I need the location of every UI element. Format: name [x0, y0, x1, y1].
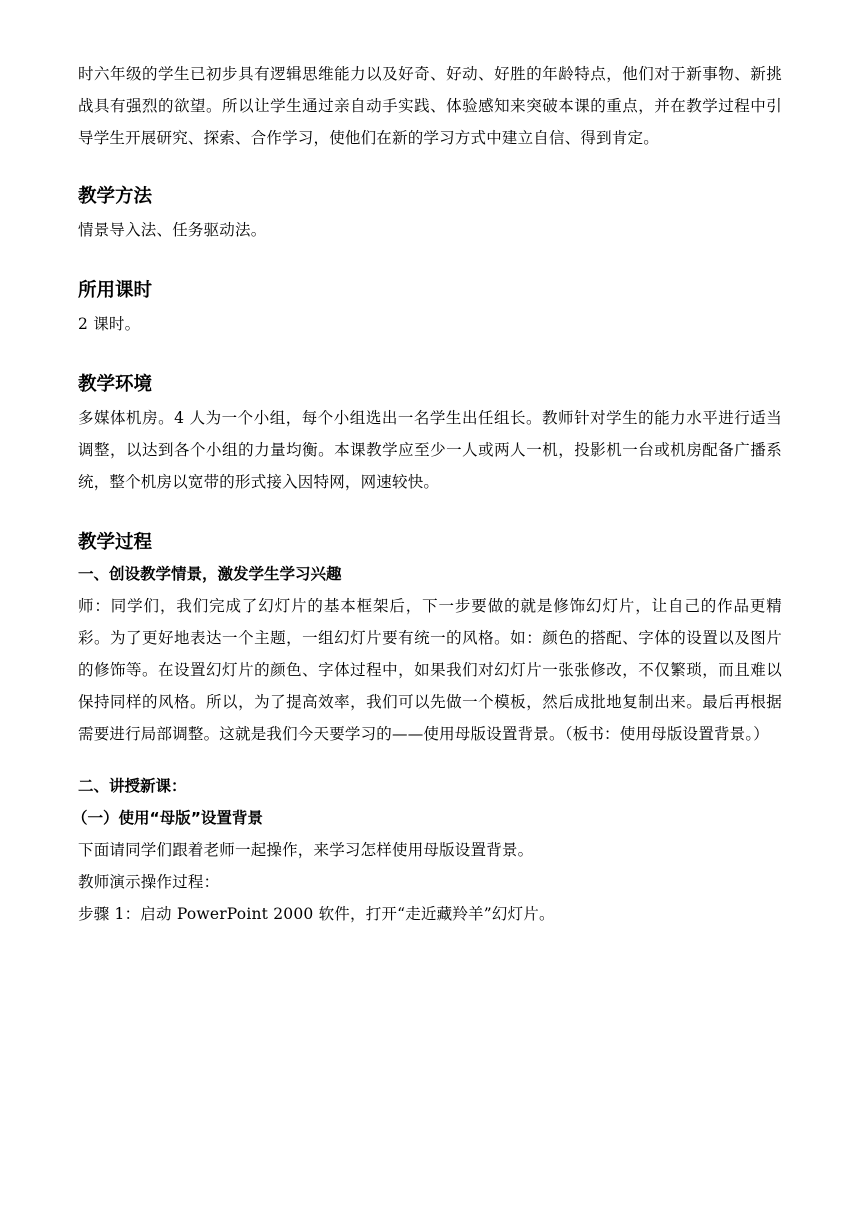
process-heading: 教学过程 — [78, 532, 153, 553]
method-paragraph: 情景导入法、任务驱动法。 — [78, 221, 267, 239]
section2-line3: 步骤 1：启动 PowerPoint 2000 软件，打开“走近藏羚羊”幻灯片。 — [78, 905, 555, 923]
hours-heading: 所用课时 — [78, 280, 153, 301]
environment-paragraph: 多媒体机房。4 人为一个小组，每个小组选出一名学生出任组长。教师针对学生的能力水平进行适当调整，以达到各个小组的力量均衡。本课教学应至少一人或两人一机，投影机一台或机房配备广播系统，整个机房以宽带的形式接入因特网，网速较快。 — [78, 409, 782, 491]
section2-line1: 下面请同学们跟着老师一起操作，来学习怎样使用母版设置背景。 — [78, 841, 534, 859]
hours-paragraph: 2 课时。 — [78, 315, 141, 333]
method-heading: 教学方法 — [78, 186, 153, 207]
section2-title: 二、讲授新课： — [78, 777, 187, 795]
intro-paragraph: 时六年级的学生已初步具有逻辑思维能力以及好奇、好动、好胜的年龄特点，他们对于新事物、新挑战具有强烈的欲望。所以让学生通过亲自动手实践、体验感知来突破本课的重点，并在教学过程中引导学生开展研究、探索、合作学习，使他们在新的学习方式中建立自信、得到肯定。 — [78, 65, 782, 147]
section1-paragraph: 师：同学们，我们完成了幻灯片的基本框架后，下一步要做的就是修饰幻灯片，让自己的作品更精彩。为了更好地表达一个主题，一组幻灯片要有统一的风格。如：颜色的搭配、字体的设置以及图片的修饰等。在设置幻灯片的颜色、字体过程中，如果我们对幻灯片一张张修改，不仅繁琐，而且难以保持同样的风格。所以，为了提高效率，我们可以先做一个模板，然后成批地复制出来。最后再根据需要进行局部调整。这就是我们今天要学习的——使用母版设置背景。（板书：使用母版设置背景。） — [78, 597, 782, 743]
environment-heading: 教学环境 — [78, 374, 153, 395]
section2-line2: 教师演示操作过程： — [78, 873, 220, 891]
document-page — [72, 58, 782, 930]
section1-title: 一、创设教学情景，激发学生学习兴趣 — [78, 565, 342, 583]
section2-sub1-title: （一）使用“母版”设置背景 — [72, 809, 263, 827]
